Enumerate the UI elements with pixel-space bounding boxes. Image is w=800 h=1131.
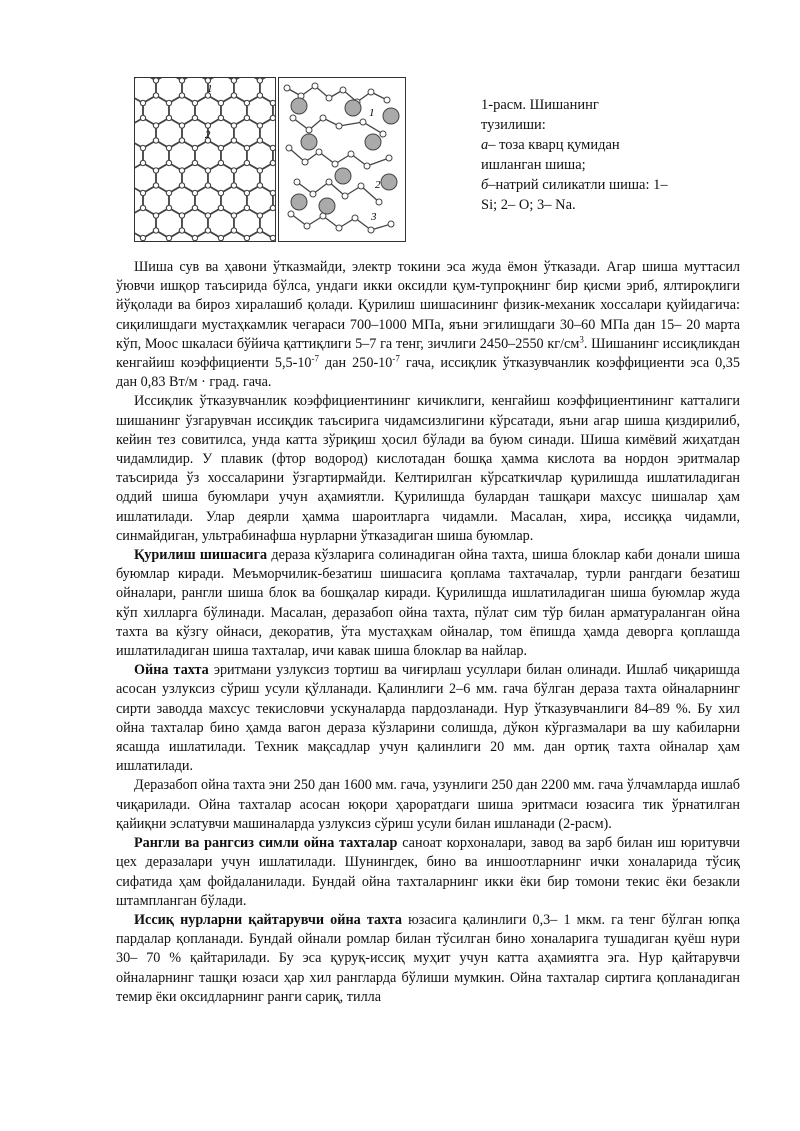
atom-node: [218, 190, 223, 195]
oxygen-atom: [386, 155, 392, 161]
sodium-atom: [365, 134, 381, 150]
atom-node: [270, 115, 275, 120]
atom-node: [231, 78, 236, 83]
atom-node: [153, 93, 158, 98]
atom-node: [218, 100, 223, 105]
hex-ring: [260, 208, 275, 238]
oxygen-atom: [294, 179, 300, 185]
atom-node: [270, 100, 275, 105]
atom-node: [231, 138, 236, 143]
hex-ring: [156, 78, 182, 103]
oxygen-atom: [336, 225, 342, 231]
atom-node: [153, 138, 158, 143]
atom-node: [257, 213, 262, 218]
atom-node: [166, 205, 171, 210]
figure-label-2: 2: [205, 129, 211, 141]
atom-node: [270, 145, 275, 150]
atom-node: [166, 100, 171, 105]
oxygen-atom: [336, 123, 342, 129]
paragraph-1: Шиша сув ва ҳавони ўтказмайди, электр токини эса жуда ёмон ўтказади. Агар шиша муттасил ўювчи ишқор таъсирида бўлса, ундаги икки оксидли қум-тупроқнинг бир қисми эриб, ялтироқлиги йўқолади ва бироз хиралашиб қолади. Қурилиш шишасининг физик-механик хоссалари қуйидагича: сиқилишдаги мустаҳкамлик чегараси 700–1000 МПа, яъни эгилишдаги 30–60 МПа дан 15– 20 марта кўп, Моос шкаласи бўйича қаттиқлиги 5–7 га тенг, зичлиги 2450–2550 $кг/см^3$. Шишанинг иссиқликдан кенгайиш коэффициенти $5,5-10^{-7}$ дан $250-10^{-7}$ гача, иссиқлик ўтказувчанлик коэффициенти эса 0,35 дан 0,83 Вт/м · град. гача.: [116, 259, 740, 391]
atom-node: [192, 115, 197, 120]
atom-node: [218, 235, 223, 240]
sodium-atom: [291, 98, 307, 114]
atom-node: [244, 100, 249, 105]
hex-ring: [135, 163, 156, 193]
sodium-silicate-drawing: [279, 78, 405, 241]
hex-ring: [260, 163, 275, 193]
figure-b-label-1: 1: [369, 107, 375, 119]
atom-node: [179, 213, 184, 218]
paragraph-2: Иссиқлик ўтказувчанлик коэффициентининг кичиклиги, кенгайиш коэффициентининг катталиги шишанинг ўзгарувчан иссиқдик таъсирига чидамсизлигини кўрсатади, яъни агар шиша қиздирилиб, кейин тез совитилса, унда катта зўриқиш ҳосил бўлади ва буюм синади. Шиша кимёвий жиҳатдан чидамлидир. У плавик (фтор водород) кислотадан бошқа ҳамма кислота ва нордон эритмалар таъсирида ўз хоссаларини ўзгартирмайди. Келтирилган кўрсаткичлар қурилишда ишлатиладиган оддий шиша буюмлари учун аҳамиятли. Қурилишда булардан ташқари махсус шишалар ҳам ишлатилади. Улар деярли ҳамма шароитларга чидамли. Масалан, хира, иссиққа чидамли, синмайдиган, ультрабинафша нурларни ўтказадиган шиша буюмлар.: [116, 393, 740, 544]
atom-node: [166, 115, 171, 120]
atom-node: [270, 160, 275, 165]
atom-node: [153, 183, 158, 188]
atom-node: [205, 168, 210, 173]
atom-node: [179, 228, 184, 233]
sodium-atom: [381, 174, 397, 190]
atom-node: [140, 190, 145, 195]
atom-node: [179, 138, 184, 143]
oxygen-atom: [364, 163, 370, 169]
atom-node: [192, 100, 197, 105]
sodium-atom: [319, 198, 335, 214]
caption-item-a: а– тоза кварц қумидан ишланган шиша;: [481, 137, 620, 173]
atom-node: [166, 160, 171, 165]
atom-node: [166, 190, 171, 195]
atom-node: [244, 205, 249, 210]
atom-node: [166, 235, 171, 240]
atom-node: [140, 205, 145, 210]
hex-ring: [234, 78, 260, 103]
caption-item-b: б–натрий силикатли шиша: 1–Si; 2– O; 3– Na.: [481, 177, 668, 213]
atom-node: [218, 115, 223, 120]
oxygen-atom: [380, 131, 386, 137]
sodium-atom: [335, 168, 351, 184]
atom-node: [140, 115, 145, 120]
atom-node: [140, 235, 145, 240]
figure-caption: [481, 95, 681, 215]
oxygen-atom: [358, 183, 364, 189]
atom-node: [218, 160, 223, 165]
atom-node: [231, 183, 236, 188]
atom-node: [205, 123, 210, 128]
atom-node: [270, 190, 275, 195]
oxygen-atom: [284, 85, 290, 91]
atom-node: [257, 168, 262, 173]
atom-node: [192, 160, 197, 165]
atom-node: [231, 123, 236, 128]
atom-node: [192, 190, 197, 195]
atom-node: [231, 228, 236, 233]
atom-node: [140, 100, 145, 105]
atom-node: [257, 228, 262, 233]
atom-node: [231, 168, 236, 173]
hex-ring: [135, 78, 156, 103]
atom-node: [205, 183, 210, 188]
sodium-atom: [291, 194, 307, 210]
paragraph-4: Ойна тахта эритмани узлуксиз тортиш ва чиғирлаш усуллари билан олинади. Ишлаб чиқаришда асосан узлуксиз сўриш усули қўлланади. Қалинлиги 2–6 мм. гача бўлган дераза тахта ойналарнинг сирти заводда махсус текисловчи ускуналарда пардозланади. Нур ўтказувчанлиги 84–89 %. Бу хил ойна тахталар бино ҳамда вагон дераза кўзларини солишда, дўкон кўргазмалари ва шу кабиларни ясашда ишлатилади. Техник мақсадлар учун қалинлиги 20 мм. дан ортиқ тахта ойналар ҳам ишлатилади.: [116, 662, 740, 775]
oxygen-atom: [326, 95, 332, 101]
hex-ring: [260, 118, 275, 148]
figure-label-1: 1: [207, 83, 213, 95]
caption-line-2: тузилиши:: [481, 117, 546, 133]
hex-ring: [135, 208, 156, 238]
atom-node: [257, 123, 262, 128]
paragraph-6: Рангли ва рангсиз симли ойна тахталар саноат корхоналари, завод ва зарб билан иш юритувчи цех деразалари учун ишлатилади. Шунингдек, бино ва иншоотларнинг ички хоналарида тўсиқ сифатида ҳам фойдаланилади. Бундай ойна тахталарнинг икки ёки бир томони текис ёки безакли штампланган бўлади.: [116, 835, 740, 909]
hex-ring: [135, 78, 143, 81]
atom-node: [231, 93, 236, 98]
oxygen-atom: [302, 159, 308, 165]
oxygen-atom: [340, 87, 346, 93]
atom-node: [244, 145, 249, 150]
figure-b-label-3: 3: [371, 211, 377, 223]
atom-node: [179, 93, 184, 98]
oxygen-atom: [320, 115, 326, 121]
atom-node: [244, 235, 249, 240]
caption-line-1: 1-расм. Шишанинг: [481, 97, 599, 113]
atom-node: [140, 160, 145, 165]
oxygen-atom: [288, 211, 294, 217]
bond-line: [339, 122, 363, 126]
hex-ring: [182, 78, 208, 103]
atom-node: [257, 93, 262, 98]
oxygen-atom: [348, 151, 354, 157]
oxygen-atom: [286, 145, 292, 151]
sodium-atom: [301, 134, 317, 150]
paragraph-7: Иссиқ нурларни қайтарувчи ойна тахта юзасига қалинлиги 0,3– 1 мкм. га тенг бўлган юпқа пардалар қопланади. Бундай ойнали ромлар билан тўсилган бино хоналарига тушадиган қуёш нури 30– 70 % қайтарилади. Бу эса қуруқ-иссиқ муҳит учун катта аҳамиятга эга. Нур қайтарувчи ойналарнинг ташқи юзаси ҳар хил рангларда бўлиши мумкин. Ойна тахталар сиртига қопланадиган темир ёки оксидларнинг ранги сариқ, тилла: [116, 911, 740, 1005]
atom-node: [153, 168, 158, 173]
figure-b-label-2: 2: [375, 179, 381, 191]
sodium-atom: [345, 100, 361, 116]
atom-node: [153, 228, 158, 233]
oxygen-atom: [290, 115, 296, 121]
oxygen-atom: [368, 227, 374, 233]
sodium-atom: [383, 108, 399, 124]
oxygen-atom: [304, 223, 310, 229]
atom-node: [231, 213, 236, 218]
oxygen-atom: [326, 179, 332, 185]
atom-node: [218, 205, 223, 210]
atom-node: [205, 213, 210, 218]
atom-node: [153, 213, 158, 218]
atom-node: [192, 205, 197, 210]
atom-node: [270, 235, 275, 240]
atom-node: [205, 228, 210, 233]
oxygen-atom: [384, 97, 390, 103]
hex-ring: [135, 118, 156, 148]
atom-node: [140, 145, 145, 150]
paragraph-3: Қурилиш шишасига дераза кўзларига солинадиган ойна тахта, шиша блоклар каби донали шиша буюмлар киради. Меъморчилик-безатиш шишасига қоплама тахтачалар, турли рангдаги безатиш ойналари, рангли шиша блок ва бошқалар киради. Қурилишда ишлатиладиган шиша буюмлар жуда кўп хилларга бўлинади. Масалан, деразабоп ойна тахта, пўлат сим тўр билан арматураланган ойна тахта ва кўзгу ойнаси, декоратив, ўта мустаҳкам ойналар, том ёпишда ҳамда деворга қоплашда ишлатиладиган шиша тахталар, ичи кавак шиша блоклар ва найлар.: [116, 547, 740, 660]
oxygen-atom: [316, 149, 322, 155]
oxygen-atom: [360, 119, 366, 125]
paragraph-5: Деразабоп ойна тахта эни 250 дан 1600 мм. гача, узунлиги 250 дан 2200 мм. гача ўлчамларда ишлаб чиқарилади. Ойна тахталар асосан юқори ҳароратдаги шиша эритмаси юзасига тик ўрнатилган қайиқни эслатувчи машиналарда узлуксиз сўриш усули билан ишланади (2-расм).: [116, 777, 740, 832]
sodium-silicate-glass-diagram: [278, 77, 406, 242]
quartz-glass-structure-diagram: [134, 77, 276, 242]
oxygen-atom: [342, 193, 348, 199]
hex-ring: [273, 78, 275, 81]
atom-node: [218, 145, 223, 150]
bond-line: [367, 158, 389, 166]
oxygen-atom: [310, 191, 316, 197]
atom-node: [244, 160, 249, 165]
atom-node: [179, 78, 184, 83]
oxygen-atom: [376, 199, 382, 205]
oxygen-atom: [332, 161, 338, 167]
glass-structure-figure: [132, 77, 472, 242]
atom-node: [166, 145, 171, 150]
atom-node: [257, 183, 262, 188]
oxygen-atom: [312, 83, 318, 89]
oxygen-atom: [306, 127, 312, 133]
atom-node: [257, 138, 262, 143]
atom-node: [179, 168, 184, 173]
article-body: [116, 258, 740, 1007]
atom-node: [153, 78, 158, 83]
atom-node: [257, 78, 262, 83]
atom-node: [270, 205, 275, 210]
quartz-lattice-drawing: [135, 78, 275, 241]
oxygen-atom: [352, 215, 358, 221]
atom-node: [179, 123, 184, 128]
oxygen-atom: [388, 221, 394, 227]
atom-node: [192, 235, 197, 240]
atom-node: [153, 123, 158, 128]
atom-node: [244, 190, 249, 195]
oxygen-atom: [368, 89, 374, 95]
atom-node: [179, 183, 184, 188]
atom-node: [192, 145, 197, 150]
atom-node: [244, 115, 249, 120]
